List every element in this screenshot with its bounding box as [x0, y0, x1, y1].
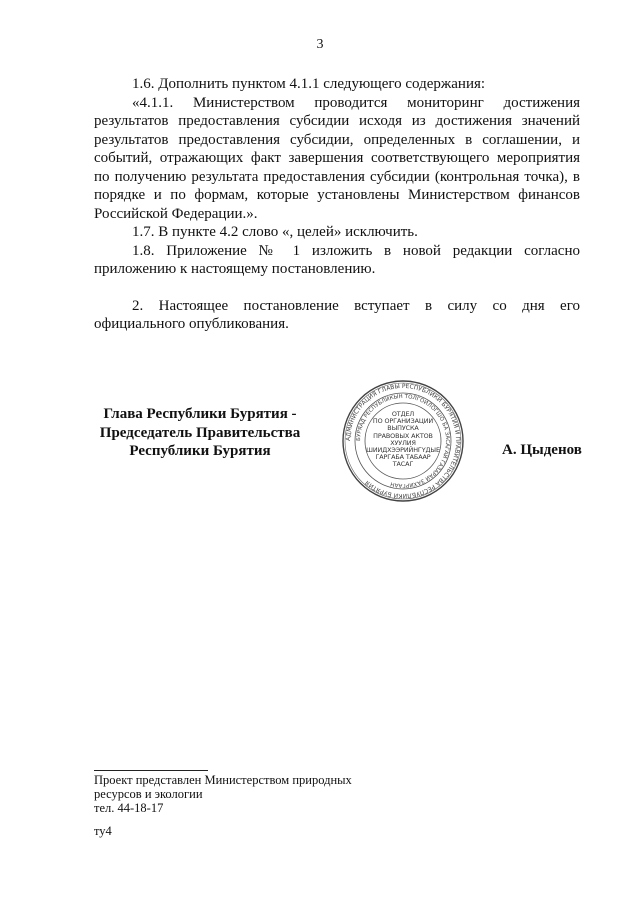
footnote-line-1: Проект представлен Министерством природных — [94, 773, 352, 787]
paragraph-2: 2. Настоящее постановление вступает в силу со дня его официального опубликования. — [94, 297, 580, 332]
signatory-line-1: Глава Республики Бурятия - — [103, 406, 297, 422]
signer-name: А. Цыденов — [502, 442, 582, 458]
paragraph-4-1-1: «4.1.1. Министерством проводится мониторинг достижения результатов предоставления субсидии исходя из достижения значений результатов предоставления субсидии, определенных в соглашении, и событий, отражающих факт завершения соответствующего мероприятия по получению результата предоставления субсидии (контрольная точка), в порядке и по формам, которые установлены Министерством финансов Российской Федерации.». — [94, 94, 580, 222]
seal-line: ОТДЕЛ — [391, 410, 415, 418]
footnote — [94, 773, 394, 815]
seal-line: ТАСАГ — [392, 460, 414, 469]
signatory-line-2: Председатель Правительства — [99, 424, 301, 441]
seal-line: ПО ОРГАНИЗАЦИИ — [372, 417, 434, 426]
page-number: 3 — [316, 37, 324, 52]
seal-line: ГАРГАБА ТАБААР — [375, 453, 431, 462]
footnote-line-3: тел. 44-18-17 — [94, 801, 164, 815]
paragraph-1-6: 1.6. Дополнить пунктом 4.1.1 следующего содержания: — [132, 76, 486, 92]
seal-line: ХУУЛИЯ — [390, 438, 416, 447]
seal-line: ПРАВОВЫХ АКТОВ — [373, 431, 433, 440]
footnote-line-2: ресурсов и экологии — [94, 787, 203, 801]
paragraph-1-7: 1.7. В пункте 4.2 слово «, целей» исключить. — [132, 224, 418, 240]
signatory-title — [94, 405, 306, 461]
footnote-divider — [94, 770, 208, 771]
official-seal — [341, 379, 465, 503]
document-code: ту4 — [94, 824, 112, 838]
seal-ring-inner-text: БУРЯАД РЕСПУБЛИКЫН ТОЛГОЙЛОГШО БА ЗАСАГАЙ ГАЗАРАЙ ЗАХИРГААН — [355, 393, 451, 489]
seal-ring-outer-text: АДМИНИСТРАЦИЯ ГЛАВЫ РЕСПУБЛИКИ БУРЯТИЯ И ПРАВИТЕЛЬСТВА РЕСПУБЛИКИ БУРЯТИЯ — [344, 382, 462, 500]
seal-center-text — [341, 411, 465, 469]
seal-line: ВЫПУСКА — [387, 424, 419, 433]
document-body — [94, 75, 580, 334]
signatory-line-3: Республики Бурятия — [129, 443, 271, 459]
seal-line: ШИИДХЭЭРИЙНГҮДЫЕ — [366, 446, 440, 455]
paragraph-1-8: 1.8. Приложение № 1 изложить в новой редакции согласно приложению к настоящему постановлению. — [94, 242, 580, 277]
